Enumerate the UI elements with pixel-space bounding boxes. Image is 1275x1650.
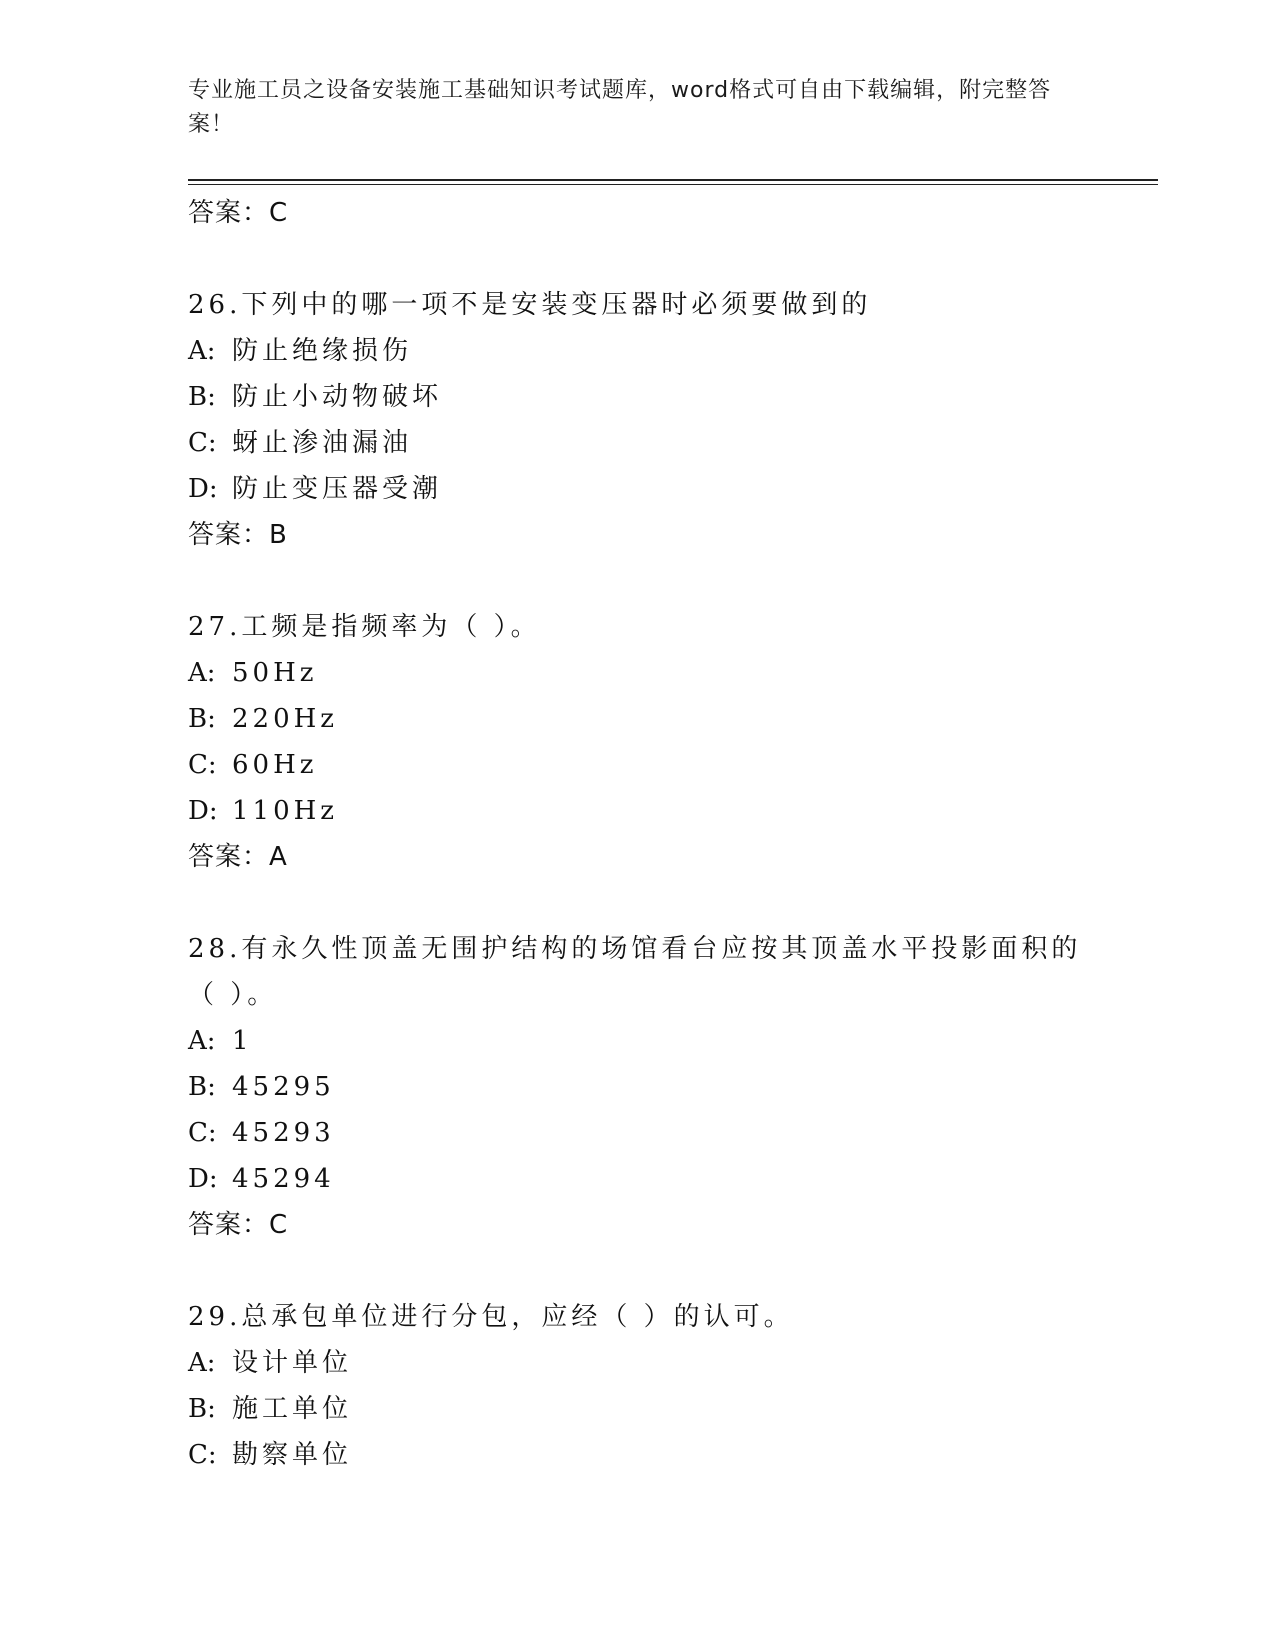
option-key: B: [188,1072,216,1102]
question-text: 27.工频是指频率为（ ）。 [188,612,541,642]
question-block [188,1294,1088,1478]
option-d [188,788,1088,834]
option-key: A: [188,336,216,366]
document-header: 专业施工员之设备安装施工基础知识考试题库，word格式可自由下载编辑，附完整答案！ [188,78,1052,137]
option-key: D: [188,1164,218,1194]
option-b [188,374,1088,420]
option-key: B: [188,704,216,734]
option-key: D: [188,796,218,826]
option-b [188,1386,1088,1432]
option-text: 45295 [232,1072,335,1102]
option-a [188,328,1088,374]
option-c [188,742,1088,788]
option-b [188,1064,1088,1110]
question-block [188,282,1088,558]
option-a [188,1018,1088,1064]
option-text: 60Hz [232,750,318,780]
question-list [188,190,1088,1478]
option-c [188,420,1088,466]
option-text: 施工单位 [232,1394,353,1424]
header-divider-thin [188,184,1158,185]
question-block [188,926,1088,1248]
option-text: 防止变压器受潮 [232,474,443,504]
option-key: C: [188,428,217,458]
question-text: 26.下列中的哪一项不是安装变压器时必须要做到的 [188,290,872,320]
option-text: 45294 [232,1164,335,1194]
option-key: C: [188,1440,217,1470]
option-text: 50Hz [232,658,318,688]
option-text: 勘察单位 [232,1440,353,1470]
option-key: B: [188,1394,216,1424]
option-text: 1 [232,1026,253,1056]
option-key: D: [188,474,218,504]
option-c [188,1432,1088,1478]
option-text: 设计单位 [232,1348,353,1378]
option-text: 防止绝缘损伤 [232,336,413,366]
option-c [188,1110,1088,1156]
question-text: 29.总承包单位进行分包，应经（ ）的认可。 [188,1302,794,1332]
option-b [188,696,1088,742]
question-block [188,604,1088,880]
option-d [188,466,1088,512]
option-d [188,1156,1088,1202]
option-key: A: [188,658,216,688]
header-divider [188,179,1158,181]
option-a [188,650,1088,696]
option-key: A: [188,1348,216,1378]
answer-line: 答案：A [188,842,288,872]
answer-line: 答案：C [188,1210,289,1240]
answer-line: 答案：C [188,198,289,228]
option-key: A: [188,1026,216,1056]
option-text: 110Hz [232,796,338,826]
option-text: 220Hz [232,704,338,734]
option-key: B: [188,382,216,412]
option-a [188,1340,1088,1386]
option-key: C: [188,1118,217,1148]
answer-line: 答案：B [188,520,288,550]
option-text: 蚜止渗油漏油 [232,428,413,458]
option-key: C: [188,750,217,780]
option-text: 45293 [232,1118,335,1148]
question-text: 28.有永久性顶盖无围护结构的场馆看台应按其顶盖水平投影面积的（ ）。 [188,934,1082,1010]
option-text: 防止小动物破坏 [232,382,443,412]
